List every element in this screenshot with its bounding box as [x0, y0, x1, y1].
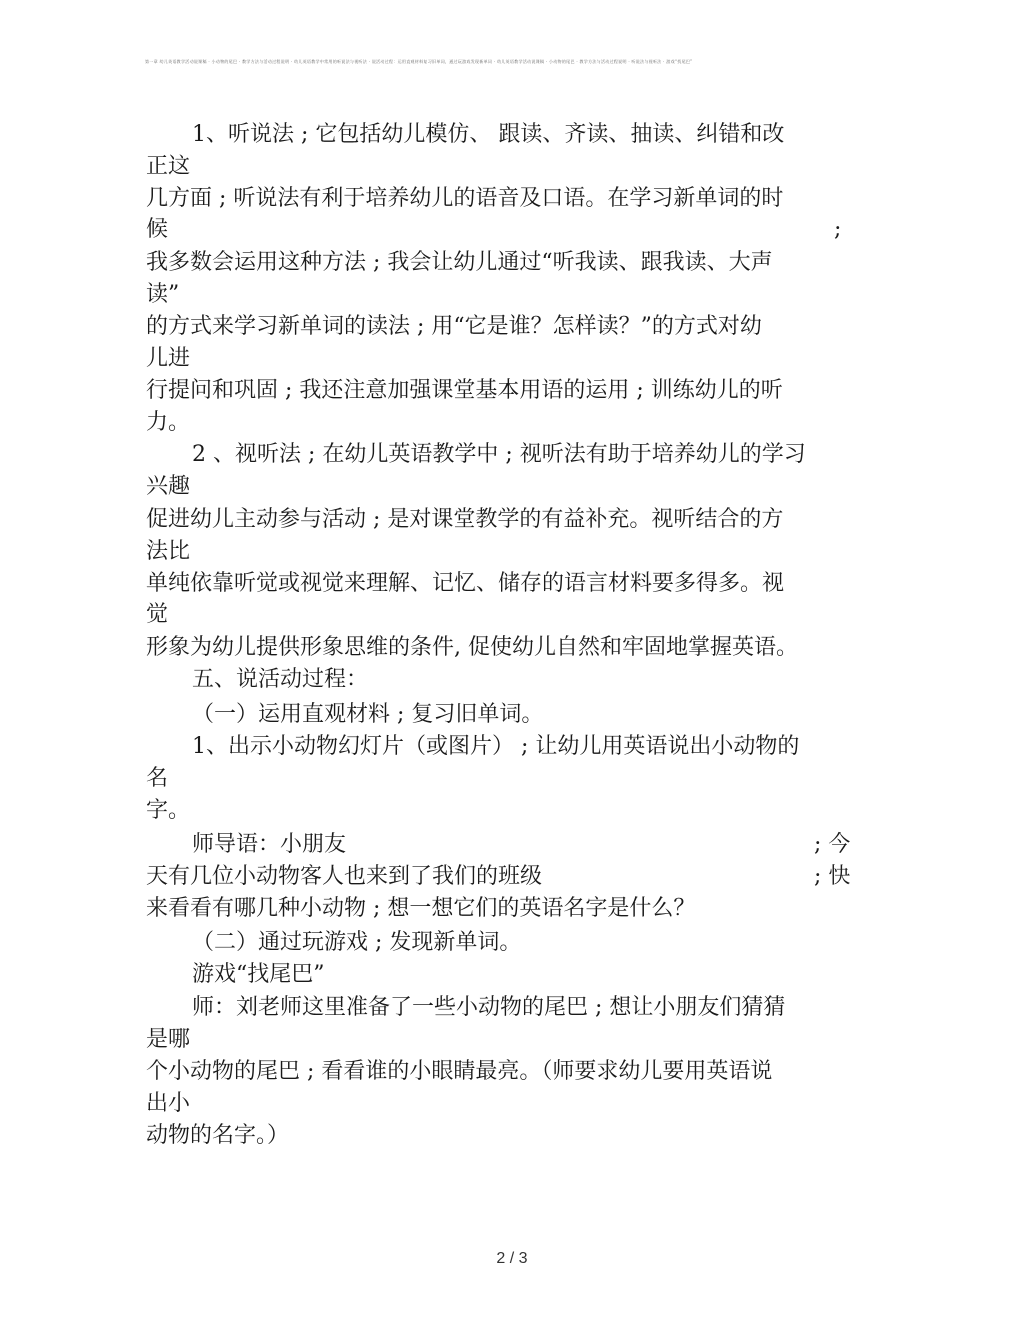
text-line: 的方式来学习新单词的读法 ; 用“它是谁？怎样读？”的方式对幼 — [146, 314, 762, 339]
text-line: 觉 — [146, 602, 169, 627]
text-line: 字。 — [146, 798, 191, 823]
text-line: ; 今 — [814, 832, 851, 857]
subsection-heading: （一）运用直观材料 ; 复习旧单词。 — [192, 702, 544, 727]
text-line: 师：刘老师这里准备了一些小动物的尾巴 ; 想让小朋友们猜猜 — [192, 995, 786, 1020]
text-line: 法比 — [146, 539, 191, 564]
text-line: 形象为幼儿提供形象思维的条件, 促使幼儿自然和牢固地掌握英语。 — [146, 635, 798, 660]
text-line: 几方面 ; 听说法有利于培养幼儿的语音及口语。在学习新单词的时 — [146, 186, 784, 211]
text-line: 兴趣 — [146, 474, 191, 499]
text-line: 动物的名字。） — [146, 1123, 290, 1148]
text-line: ; — [834, 217, 842, 242]
text-line: 儿进 — [146, 346, 191, 371]
text-line: 力。 — [146, 410, 191, 435]
text-line: 行提问和巩固 ; 我还注意加强课堂基本用语的运用 ; 训练幼儿的听 — [146, 378, 783, 403]
text-line: 天有几位小动物客人也来到了我们的班级 — [146, 864, 543, 889]
text-line: 单纯依靠听觉或视觉来理解、记忆、储存的语言材料要多得多。视 — [146, 571, 785, 596]
text-line: 来看看有哪几种小动物 ; 想一想它们的英语名字是什么？ — [146, 896, 696, 921]
text-line: 师导语：小朋友 — [192, 832, 347, 857]
text-line: 促进幼儿主动参与活动 ; 是对课堂教学的有益补充。视听结合的方 — [146, 507, 784, 532]
text-line: 读” — [146, 282, 180, 307]
subsection-heading: （二）通过玩游戏 ; 发现新单词。 — [192, 930, 522, 955]
text-line: 我多数会运用这种方法 ; 我会让幼儿通过“听我读、跟我读、大声 — [146, 250, 773, 275]
text-line: 出小 — [146, 1091, 191, 1116]
text-line: 2 、视听法 ; 在幼儿英语教学中 ; 视听法有助于培养幼儿的学习 — [192, 442, 806, 467]
section-heading: 五、说活动过程： — [192, 667, 369, 692]
page-number: 2 / 3 — [496, 1250, 528, 1267]
text-line: 1、听说法 ; 它包括幼儿模仿、 跟读、齐读、抽读、纠错和改 — [192, 122, 785, 147]
text-line: 1、出示小动物幻灯片（或图片） ; 让幼儿用英语说出小动物的 — [192, 734, 800, 759]
text-line: 游戏“找尾巴” — [192, 962, 325, 987]
text-line: 个小动物的尾巴 ; 看看谁的小眼睛最亮。（师要求幼儿要用英语说 — [146, 1059, 773, 1084]
text-line: ; 快 — [814, 864, 851, 889]
text-line: 是哪 — [146, 1027, 191, 1052]
text-line: 正这 — [146, 154, 191, 179]
text-line: 名 — [146, 766, 169, 791]
header-note: 第一章 幼儿英语教学活动说课稿 · 小动物的尾巴 · 教学方法与活动过程说明 · 幼儿英语教学中常用的听说法与视听法 · 说活动过程：运用直观材料复习旧单词，通过玩游戏发现新单词 · 幼儿英语教学活动说课稿 · 小动物的尾巴 · 教学方法与活动过程说明 · 听说法与视听法 · 游戏“找尾巴” — [145, 59, 693, 64]
text-line: 候 — [146, 217, 169, 242]
